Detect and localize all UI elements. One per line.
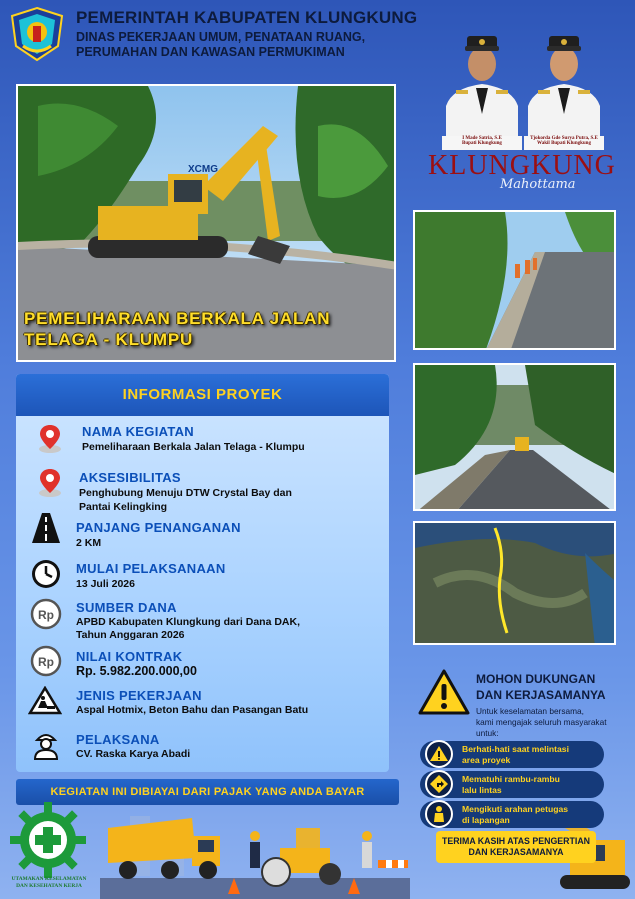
warning-icon (418, 668, 470, 716)
item-value-jenis-pekerjaan: Aspal Hotmix, Beton Bahu dan Pasangan Batu (76, 704, 309, 716)
rupiah-icon (30, 645, 62, 677)
svg-text:Rp: Rp (38, 655, 54, 669)
worker-icon (30, 728, 62, 760)
brand-wordmark: KLUNGKUNG (428, 150, 616, 181)
direction-sign-icon (425, 770, 453, 798)
roadside-workers-photo (413, 210, 616, 350)
support-title: MOHON DUKUNGAN DAN KERJASAMANYA (476, 672, 606, 702)
item-label-jenis-pekerjaan: JENIS PEKERJAAN (76, 688, 202, 703)
xcmg-label: XCMG (188, 164, 218, 175)
paved-road-photo (413, 363, 616, 511)
road-icon (30, 512, 62, 544)
item-label-pelaksana: PELAKSANA (76, 732, 160, 747)
panel-heading-text: INFORMASI PROYEK (122, 386, 283, 403)
regency-logo (8, 6, 66, 62)
support-item-1-text: Berhati-hati saat melintasi area proyek (462, 744, 569, 765)
svg-text:Rp: Rp (38, 608, 54, 622)
construction-scene (100, 808, 410, 899)
item-value-sumber-dana-line1: APBD Kabupaten Klungkung dari Dana DAK, (76, 616, 301, 628)
officer-icon (425, 800, 453, 828)
item-value-mulai: 13 Juli 2026 (76, 578, 135, 590)
item-label-panjang: PANJANG PENANGANAN (76, 520, 241, 535)
k3-slogan: UTAMAKAN KESELAMATAN DAN KESEHATAN KERJA (11, 876, 87, 889)
road-work-icon (28, 686, 60, 718)
item-label-mulai: MULAI PELAKSANAAN (76, 561, 226, 576)
thanks-line1: TERIMA KASIH ATAS PENGERTIAN (441, 836, 591, 846)
clock-icon (30, 558, 62, 590)
header-subtitle-line1: DINAS PEKERJAAN UMUM, PENATAAN RUANG, (76, 30, 366, 44)
project-title-line2: TELAGA - KLUMPU (24, 330, 194, 349)
header-title: PEMERINTAH KABUPATEN KLUNGKUNG (76, 8, 418, 27)
satellite-map-photo (413, 521, 616, 645)
item-label-sumber-dana: SUMBER DANA (76, 600, 177, 615)
item-label-nilai-kontrak: NILAI KONTRAK (76, 649, 183, 664)
rupiah-icon (30, 598, 62, 630)
officials-portrait (442, 18, 604, 150)
official-caption-1: I Made Satria, S.E Bupati Klungkung (442, 136, 522, 150)
map-pin-icon (34, 422, 66, 454)
panel-heading (16, 374, 389, 416)
support-item-2-text: Mematuhi rambu-rambu lalu lintas (462, 774, 560, 795)
item-value-sumber-dana-line2: Tahun Anggaran 2026 (76, 629, 185, 641)
k3-safety-logo (8, 800, 88, 880)
header-subtitle-line2: PERUMAHAN DAN KAWASAN PERMUKIMAN (76, 45, 345, 59)
thanks-line2: DAN KERJASAMANYA (468, 847, 564, 857)
item-value-aksesibilitas-line2: Pantai Kelingking (79, 501, 168, 513)
item-value-panjang: 2 KM (76, 537, 102, 549)
warning-icon (425, 740, 453, 768)
support-description: Untuk keselamatan bersama, kami mengajak seluruh masyarakat untuk: (476, 706, 607, 738)
thanks-box (436, 831, 596, 863)
item-value-pelaksana: CV. Raska Karya Abadi (76, 748, 191, 760)
official-caption-2: Tjokorda Gde Surya Putra, S.E Wakil Bupati Klungkung (524, 136, 604, 150)
item-value-nilai-kontrak: Rp. 5.982.200.000,00 (76, 664, 197, 678)
project-title (24, 308, 330, 350)
item-label-aksesibilitas: AKSESIBILITAS (79, 470, 181, 485)
item-value-nama-kegiatan: Pemeliharaan Berkala Jalan Telaga - Klumpu (82, 441, 305, 453)
brand-tagline: Mahottama (500, 177, 576, 192)
map-pin-icon (34, 466, 66, 498)
item-value-aksesibilitas-line1: Penghubung Menuju DTW Crystal Bay dan (79, 487, 292, 499)
support-item-3-text: Mengikuti arahan petugas di lapangan (462, 804, 569, 825)
tax-banner-text: KEGIATAN INI DIBIAYAI DARI PAJAK YANG ANDA BAYAR (50, 786, 365, 798)
project-title-line1: PEMELIHARAAN BERKALA JALAN (24, 309, 331, 328)
item-label-nama-kegiatan: NAMA KEGIATAN (82, 424, 194, 439)
